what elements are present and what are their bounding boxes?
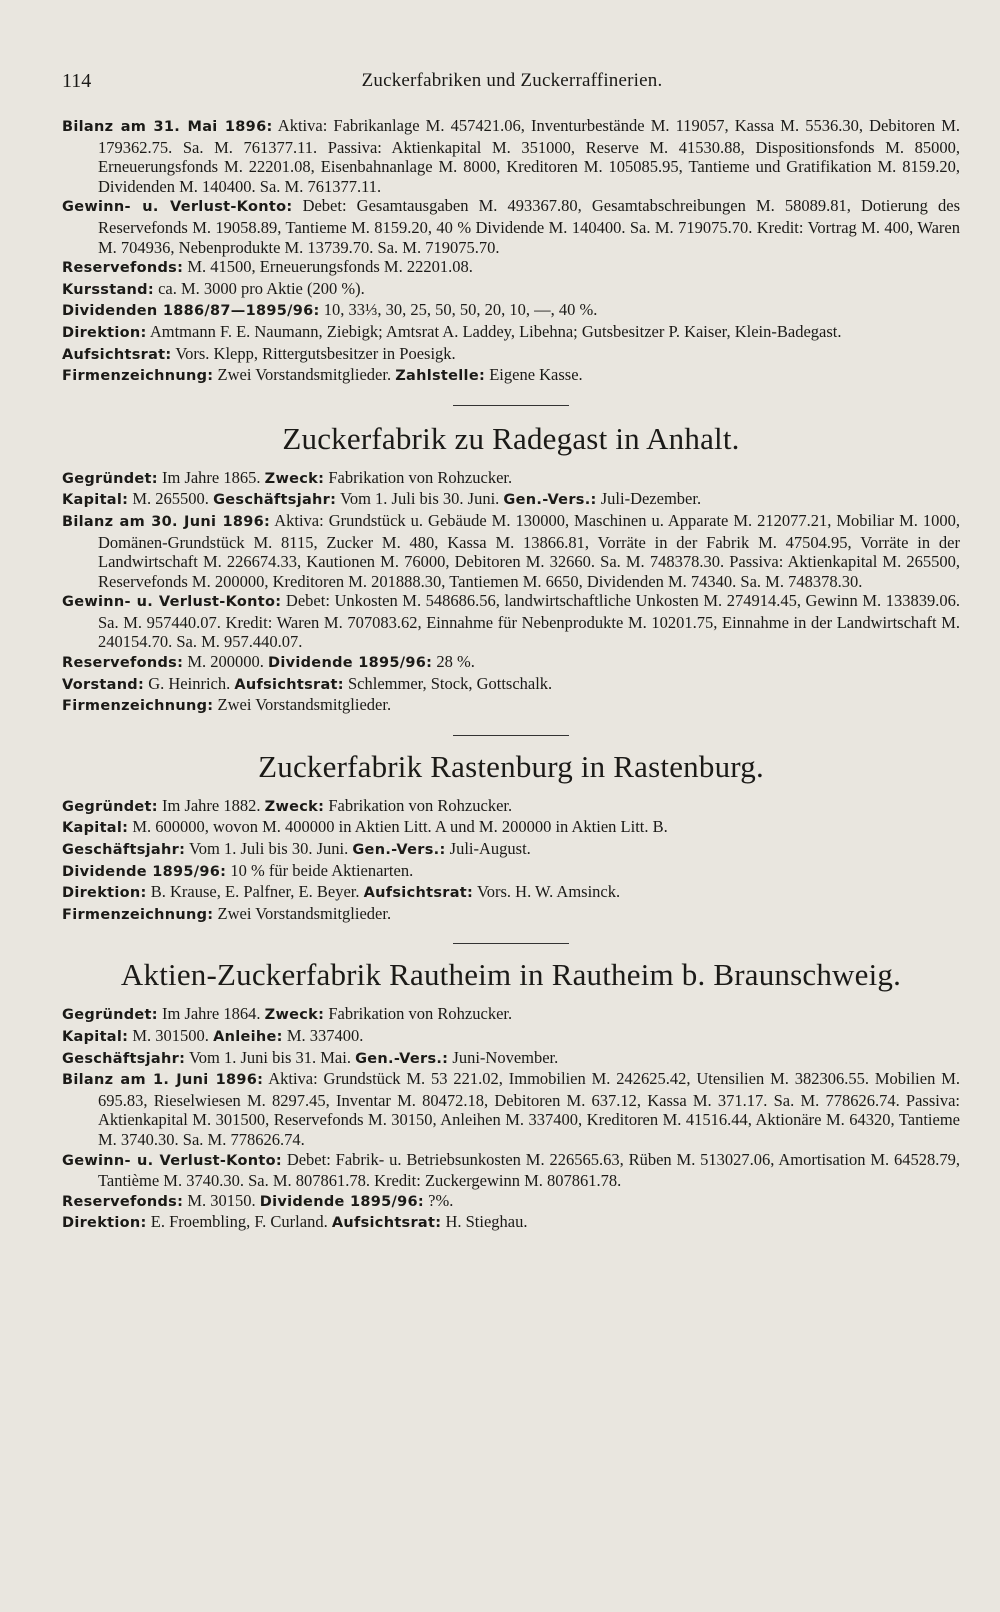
entry-label: Zweck: <box>264 798 325 815</box>
page-header <box>62 70 962 98</box>
entry-text: Vom 1. Juli bis 30. Juni. <box>189 839 349 859</box>
entry-text: M. 41500, Erneuerungsfonds M. 22201.08. <box>187 257 473 277</box>
entry-text: 10, 33⅓, 30, 25, 50, 50, 20, 10, —, 40 %. <box>323 300 598 320</box>
entry-label: Gegründet: <box>62 470 158 487</box>
entry-text: ?%. <box>428 1190 454 1210</box>
entry-paragraph <box>62 695 960 717</box>
company-title: Zuckerfabrik Rastenburg in Rastenburg. <box>258 748 764 784</box>
entry-label: Geschäftsjahr: <box>62 842 186 859</box>
entry-text: Schlemmer, Stock, Gottschalk. <box>348 673 553 693</box>
entry-text: M. 337400. <box>286 1026 364 1045</box>
entry-label: Zweck: <box>264 1007 325 1024</box>
entry-text: M. 200000. <box>187 652 264 672</box>
entry-text: Aktiva: Grundstück M. 53 221.02, Immobilien M. 242625.42, Utensilien M. 382306.55. Mobilien M. 695.83, Rieselwiesen M. 8297.45, Inventar M. 80472.18, Debitoren M. 637.12, Kassa M. 371.17. Sa. M. 778626.74. Passiva: Aktienkapital M. 301500, Reservefonds M. 30150, Anleihen M. 337400, Kreditoren M. 41516.44, Aktionäre M. 64320, Tantieme M. 3740.30. Sa. M. 778626.74. <box>98 1069 960 1149</box>
entry-paragraph <box>62 839 960 861</box>
entry-text: Debet: Fabrik- u. Betriebsunkosten M. 226565.63, Rüben M. 513027.06, Amortisation M. 64528.79, Tantième M. 3740.30. Sa. M. 807861.78. Kredit: Zuckergewinn M. 807861.78. <box>98 1149 961 1191</box>
entry-label: Gewinn- u. Verlust-Konto: <box>62 1152 282 1169</box>
entry-text: Debet: Gesamtausgaben M. 493367.80, Gesamtabschreibungen M. 58089.81, Dotierung des Reservefonds M. 19058.89, Tantieme M. 8159.20, 40 % Dividende M. 140400. Sa. M. 719075.70. Kredit: Vortrag M. 400, Waren M. 704936, Nebenprodukte M. 13739.70. Sa. M. 719075.70. <box>98 196 961 257</box>
company-title: Zuckerfabrik zu Radegast in Anhalt. <box>282 420 740 456</box>
entry-label: Bilanz am 1. Juni 1896: <box>62 1072 264 1089</box>
entry-text: E. Froembling, F. Curland. <box>150 1212 328 1232</box>
entry-paragraph <box>62 511 960 591</box>
entry-label: Reservefonds: <box>62 1193 184 1210</box>
entry-text: Juni-November. <box>452 1047 559 1067</box>
entry-label: Dividenden 1886/87—1895/96: <box>62 303 320 320</box>
entry-text: M. 30150. <box>187 1190 256 1210</box>
entry-label: Aufsichtsrat: <box>363 885 474 902</box>
entry-label: Anleihe: <box>213 1029 283 1045</box>
entry-paragraph <box>62 882 960 904</box>
entry-text: Im Jahre 1865. <box>161 467 261 487</box>
entry-label: Dividende 1895/96: <box>259 1193 425 1210</box>
entry-text: Im Jahre 1882. <box>161 795 261 815</box>
entry-text: Fabrikation von Rohzucker. <box>328 467 513 487</box>
entry-text: Juli-Dezember. <box>600 489 702 509</box>
entry-label: Bilanz am 30. Juni 1896: <box>62 513 271 530</box>
page-body <box>62 116 960 1234</box>
entry-text: M. 301500. <box>132 1026 209 1045</box>
entry-label: Gegründet: <box>62 798 158 815</box>
entry-paragraph <box>62 1150 960 1191</box>
entry-text: 28 %. <box>436 652 475 672</box>
entry-text: Fabrikation von Rohzucker. <box>328 795 513 815</box>
entry-label: Aufsichtsrat: <box>62 346 172 363</box>
entry-paragraph <box>62 257 960 279</box>
entry-text: Aktiva: Fabrikanlage M. 457421.06, Inventurbestände M. 119057, Kassa M. 5536.30, Debitoren M. 179362.75. Sa. M. 761377.11. Passiva: Aktienkapital M. 351000, Reserve M. 41530.88, Dispositionsfonds M. 85000, Erneuerungsfonds M. 22201.08, Eisenbahnanlage M. 8000, Kreditoren M. 105085.95, Tantieme und Gratifikation M. 8159.20, Dividenden M. 140400. Sa. M. 761377.11. <box>98 116 960 196</box>
entry-text: Eigene Kasse. <box>489 365 583 385</box>
entry-text: Zwei Vorstandsmitglieder. <box>217 365 392 385</box>
entry-text: G. Heinrich. <box>148 673 231 693</box>
entry-label: Aufsichtsrat: <box>331 1215 442 1232</box>
entry-label: Direktion: <box>62 885 147 902</box>
entry-label: Firmenzeichnung: <box>62 698 214 715</box>
entry-text: Vom 1. Juni bis 31. Mai. <box>189 1047 351 1067</box>
entry-paragraph <box>62 861 960 883</box>
entry-text: Aktiva: Grundstück u. Gebäude M. 130000, Maschinen u. Apparate M. 212077.21, Mobiliar M. 1000, Domänen-Grundstück M. 8115, Zucker M. 480, Kassa M. 13866.81, Vorräte in der Fabrik M. 47504.95, Vorräte in der Landwirtschaft M. 226674.33, Kautionen M. 76000, Debitoren M. 32660. Sa. M. 748378.30. Passiva: Aktienkapital M. 265500, Reservefonds M. 200000, Kreditoren M. 201888.30, Tantiemen M. 6650, Dividenden M. 74340. Sa. M. 748378.30. <box>98 510 960 591</box>
company-section <box>62 405 960 717</box>
entry-label: Kapital: <box>62 492 129 509</box>
entry-paragraph <box>62 344 960 366</box>
entry-label: Aufsichtsrat: <box>234 676 344 693</box>
entry-label: Gegründet: <box>62 1007 158 1024</box>
entry-paragraph <box>62 1026 960 1048</box>
entry-text: H. Stieghau. <box>445 1212 528 1232</box>
entry-paragraph <box>62 279 960 301</box>
entry-label: Gewinn- u. Verlust-Konto: <box>62 199 293 216</box>
section-divider <box>453 943 569 944</box>
entry-text: Zwei Vorstandsmitglieder. <box>217 903 392 923</box>
entry-label: Dividende 1895/96: <box>62 863 227 880</box>
entry-text: Debet: Unkosten M. 548686.56, landwirtschaftliche Unkosten M. 274914.45, Gewinn M. 133839.06. Sa. M. 957440.07. Kredit: Waren M. 707083.62, Einnahme für Nebenprodukte M. 10201.75, Einnahme in der Landwirtschaft M. 240154.70. Sa. M. 957.440.07. <box>98 591 960 652</box>
entry-paragraph <box>62 674 960 696</box>
entry-paragraph <box>62 904 960 926</box>
page-number: 114 <box>62 70 92 92</box>
entry-paragraph <box>62 468 960 490</box>
entry-paragraph <box>62 196 960 257</box>
entry-paragraph <box>62 1048 960 1070</box>
company-section <box>62 116 960 387</box>
entry-paragraph <box>62 1069 960 1149</box>
section-divider <box>453 405 569 406</box>
entry-paragraph <box>62 591 960 652</box>
entry-paragraph <box>62 652 960 674</box>
entry-label: Kapital: <box>62 1029 129 1045</box>
entry-text: B. Krause, E. Palfner, E. Beyer. <box>150 882 360 902</box>
entry-text: Amtmann F. E. Naumann, Ziebigk; Amtsrat A. Laddey, Libehna; Gutsbesitzer P. Kaiser, Klein-Badegast. <box>149 321 842 341</box>
company-section <box>62 735 960 926</box>
entry-text: Vors. H. W. Amsinck. <box>476 882 621 902</box>
entry-text: Vors. Klepp, Rittergutsbesitzer in Poesigk. <box>175 343 456 363</box>
company-title: Aktien-Zuckerfabrik Rautheim in Rautheim b. Braunschweig. <box>120 957 902 993</box>
entry-label: Direktion: <box>62 324 147 341</box>
entry-label: Gen.-Vers.: <box>355 1050 449 1067</box>
entry-paragraph <box>62 1212 960 1234</box>
entry-text: 10 % für beide Aktienarten. <box>230 860 414 880</box>
entry-label: Zahlstelle: <box>395 368 486 385</box>
entry-paragraph <box>62 796 960 818</box>
entry-paragraph <box>62 365 960 387</box>
entry-paragraph <box>62 1004 960 1026</box>
entry-text: ca. M. 3000 pro Aktie (200 %). <box>158 278 365 298</box>
entry-text: Zwei Vorstandsmitglieder. <box>217 695 392 715</box>
entry-label: Geschäftsjahr: <box>213 492 337 509</box>
entry-text: M. 600000, wovon M. 400000 in Aktien Litt. A und M. 200000 in Aktien Litt. B. <box>132 817 668 837</box>
company-section <box>62 943 960 1234</box>
entry-label: Kapital: <box>62 820 129 837</box>
entry-label: Gen.-Vers.: <box>352 842 446 859</box>
entry-text: Vom 1. Juli bis 30. Juni. <box>340 489 500 509</box>
entry-label: Reservefonds: <box>62 260 184 277</box>
entry-paragraph <box>62 116 960 196</box>
entry-label: Gen.-Vers.: <box>503 492 597 509</box>
entry-text: Juli-August. <box>449 839 531 859</box>
entry-label: Firmenzeichnung: <box>62 368 214 385</box>
entry-paragraph <box>62 489 960 511</box>
entry-paragraph <box>62 322 960 344</box>
entry-text: Fabrikation von Rohzucker. <box>328 1004 513 1024</box>
entry-label: Kursstand: <box>62 281 154 298</box>
entry-label: Gewinn- u. Verlust-Konto: <box>62 594 282 611</box>
entry-label: Geschäftsjahr: <box>62 1050 186 1067</box>
entry-label: Zweck: <box>264 470 325 487</box>
entry-label: Firmenzeichnung: <box>62 906 214 923</box>
entry-label: Reservefonds: <box>62 655 184 672</box>
entry-paragraph <box>62 1191 960 1213</box>
entry-paragraph <box>62 300 960 322</box>
running-title: Zuckerfabriken und Zuckerraffinerien. <box>361 70 663 91</box>
entry-text: M. 265500. <box>132 489 209 509</box>
entry-label: Direktion: <box>62 1215 147 1232</box>
entry-paragraph <box>62 817 960 839</box>
entry-text: Im Jahre 1864. <box>161 1004 261 1024</box>
entry-label: Vorstand: <box>62 676 145 693</box>
entry-label: Dividende 1895/96: <box>268 655 433 672</box>
entry-label: Bilanz am 31. Mai 1896: <box>62 119 273 135</box>
section-divider <box>453 735 569 736</box>
